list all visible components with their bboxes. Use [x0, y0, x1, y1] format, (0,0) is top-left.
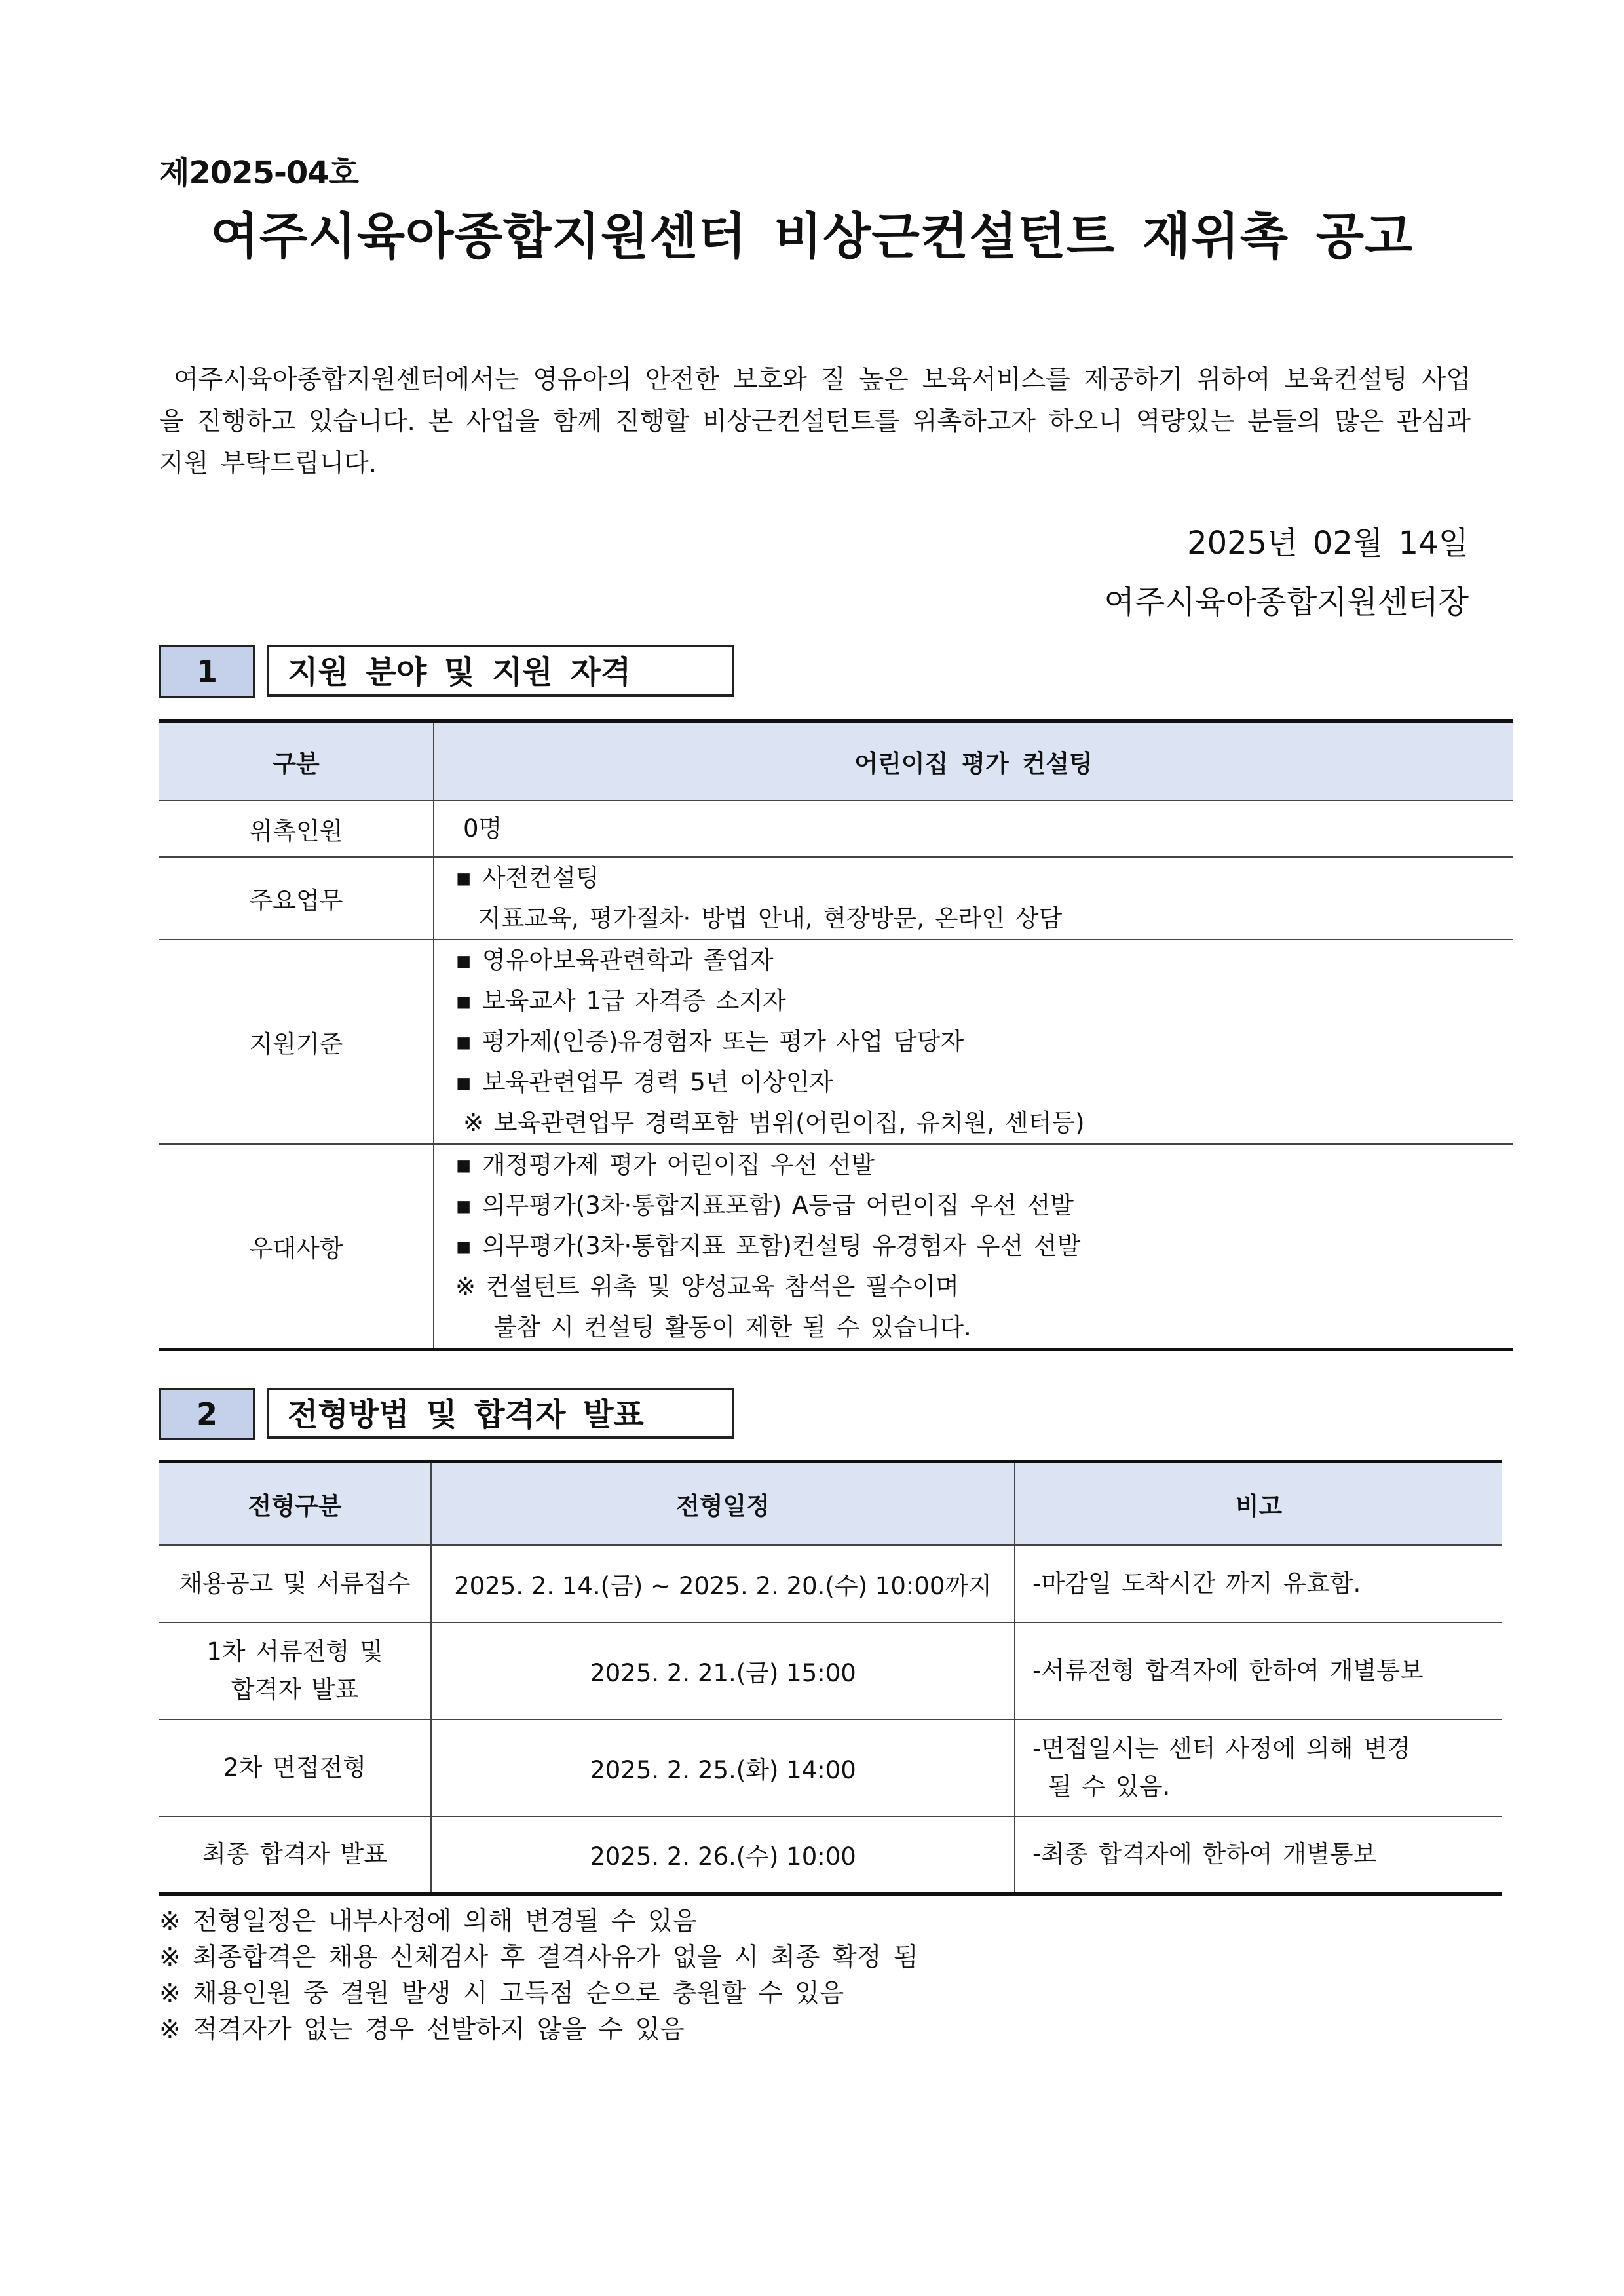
schedule-type: [159, 1545, 431, 1622]
header-schedule: 전형일정: [431, 1462, 1015, 1546]
note-item: ※ 채용인원 중 결원 발생 시 고득점 순으로 충원할 수 있음: [159, 1979, 844, 2008]
section-1-number: 1: [159, 645, 255, 698]
row-content: [434, 1144, 1513, 1350]
note-line: -최종 합격자에 한하여 개별통보: [1032, 1840, 1377, 1869]
schedule-type: [159, 1816, 431, 1894]
row-line: ▪ 평가제(인증)유경험자 또는 평가 사업 담당자: [455, 1027, 964, 1056]
announcement-date: 2025년 02월 14일: [1187, 525, 1469, 562]
section-1-title: 지원 분야 및 지원 자격: [267, 645, 734, 697]
table-row: [159, 1816, 1502, 1894]
intro-line: 많은 관심과 지원 부탁드립니다.: [159, 407, 1471, 478]
schedule-note: [1015, 1622, 1502, 1719]
row-line: ▪ 보육관련업무 경력 5년 이상인자: [455, 1068, 833, 1096]
row-line: ▪ 개정평가제 평가 어린이집 우선 선발: [455, 1151, 875, 1179]
note-item: ※ 전형일정은 내부사정에 의해 변경될 수 있음: [159, 1907, 698, 1936]
row-line: ▪ 의무평가(3차·통합지표 포함)컨설팅 유경험자 우선 선발: [455, 1232, 1081, 1260]
table-header-row: [159, 721, 1513, 801]
row-content: [434, 801, 1513, 857]
row-line: 불참 시 컨설팅 활동이 제한 될 수 있습니다.: [493, 1313, 972, 1341]
schedule-date: 2025. 2. 21.(금) 15:00: [431, 1622, 1015, 1719]
schedule-table: [159, 1460, 1502, 1896]
row-line: ※ 컨설턴트 위촉 및 양성교육 참석은 필수이며: [455, 1272, 959, 1301]
row-line: 지표교육, 평가절차· 방법 안내, 현장방문, 온라인 상담: [478, 904, 1063, 932]
row-line: ▪ 의무평가(3차·통합지표포함) A등급 어린이집 우선 선발: [455, 1191, 1074, 1219]
row-content: [434, 940, 1513, 1144]
schedule-type: [159, 1719, 431, 1816]
row-line: ▪ 보육교사 1급 자격증 소지자: [455, 987, 786, 1015]
type-line: 합격자 발표: [231, 1675, 359, 1704]
issuer: 여주시육아종합지원센터장: [1104, 584, 1469, 621]
table-row: [159, 940, 1513, 1144]
type-line: 최종 합격자 발표: [202, 1840, 387, 1869]
qualification-table: [159, 719, 1513, 1351]
schedule-date: 2025. 2. 14.(금) ~ 2025. 2. 20.(수) 10:00까지: [431, 1545, 1015, 1622]
header-category: 구분: [159, 721, 434, 801]
schedule-type: [159, 1622, 431, 1719]
note-line: 될 수 있음.: [1048, 1772, 1171, 1801]
schedule-note: [1015, 1719, 1502, 1816]
row-label: 주요업무: [159, 857, 434, 940]
type-line: 2차 면접전형: [223, 1753, 366, 1782]
document-title: 여주시육아종합지원센터 비상근컨설턴트 재위촉 공고: [210, 207, 1414, 265]
table-row: [159, 1622, 1502, 1719]
schedule-note: [1015, 1545, 1502, 1622]
schedule-date: 2025. 2. 26.(수) 10:00: [431, 1816, 1015, 1894]
intro-line: 여주시육아종합지원센터에서는 영유아의 안전한 보호와 질 높은 보육서비스를 제공하기 위하여 보육컨설팅: [174, 365, 1408, 394]
type-line: 채용공고 및 서류접수: [179, 1569, 411, 1598]
row-label: 우대사항: [159, 1144, 434, 1350]
notes-list: [159, 1904, 918, 2048]
intro-line: 사업을 진행하고 있습니다. 본 사업을 함께 진행할 비상근컨설턴트를 위촉하고자 하오니 역량있는 분들의: [159, 365, 1471, 436]
note-item: ※ 최종합격은 채용 신체검사 후 결격사유가 없을 시 최종 확정 됨: [159, 1943, 918, 1972]
table-row: [159, 857, 1513, 940]
note-line: -마감일 도착시간 까지 유효함.: [1032, 1569, 1361, 1598]
row-line: 0명: [463, 814, 502, 843]
table-row: [159, 1144, 1513, 1350]
table-header-row: [159, 1462, 1502, 1546]
intro-paragraph: [159, 359, 1471, 485]
document-number: 제2025-04호: [159, 155, 359, 191]
note-line: -서류전형 합격자에 한하여 개별통보: [1032, 1656, 1424, 1685]
note-item: ※ 적격자가 없는 경우 선발하지 않을 수 있음: [159, 2015, 685, 2044]
table-row: [159, 801, 1513, 857]
row-label: 위촉인원: [159, 801, 434, 857]
section-2-number: 2: [159, 1388, 255, 1440]
row-content: [434, 857, 1513, 940]
note-line: -면접일시는 센터 사정에 의해 변경: [1032, 1734, 1410, 1763]
row-line: ※ 보육관련업무 경력포함 범위(어린이집, 유치원, 센터등): [463, 1109, 1085, 1137]
schedule-date: 2025. 2. 25.(화) 14:00: [431, 1719, 1015, 1816]
table-row: [159, 1719, 1502, 1816]
section-2-title: 전형방법 및 합격자 발표: [267, 1388, 734, 1439]
row-label: 지원기준: [159, 940, 434, 1144]
table-row: [159, 1545, 1502, 1622]
row-line: ▪ 영유아보육관련학과 졸업자: [455, 946, 774, 974]
type-line: 1차 서류전형 및: [206, 1637, 383, 1666]
header-type: 전형구분: [159, 1462, 431, 1546]
schedule-note: [1015, 1816, 1502, 1894]
row-line: ▪ 사전컨설팅: [455, 864, 599, 892]
header-note: 비고: [1015, 1462, 1502, 1546]
header-field: 어린이집 평가 컨설팅: [434, 721, 1513, 801]
